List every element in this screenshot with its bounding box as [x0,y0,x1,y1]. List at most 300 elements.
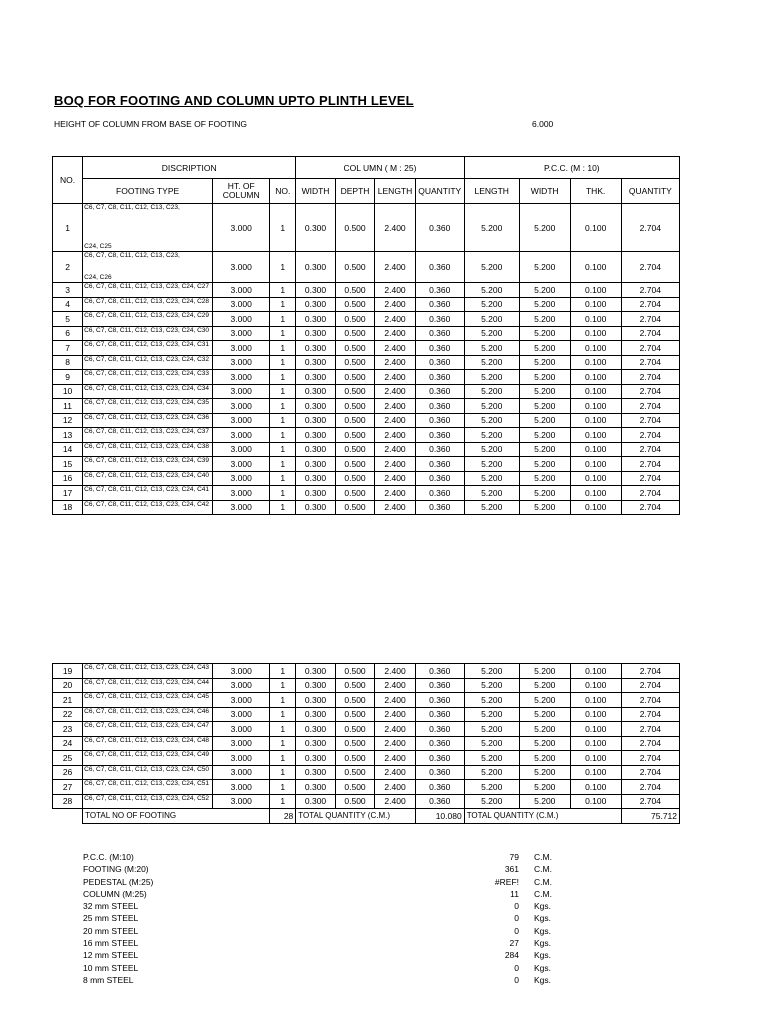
row-length: 2.400 [375,486,416,501]
row-width: 0.300 [296,486,336,501]
row-pcc-quantity: 2.704 [621,693,679,708]
row-quantity: 0.360 [415,283,464,298]
row-footing-type: C6, C7, C8, C11, C12, C13, C23, C24, C41 [83,486,213,501]
row-thk: 0.100 [570,341,621,356]
row-pcc-quantity: 2.704 [621,765,679,780]
row-depth: 0.500 [335,204,375,252]
row-no: 9 [53,370,83,385]
row-thk: 0.100 [570,664,621,679]
row-quantity: 0.360 [415,252,464,283]
header-depth: DEPTH [335,179,375,204]
header-no-count: NO. [270,179,296,204]
summary-label: 10 mm STEEL [83,962,139,973]
row-footing-type: C6, C7, C8, C11, C12, C13, C23, C24, C39 [83,457,213,472]
row-width: 0.300 [296,471,336,486]
row-no: 28 [53,794,83,809]
row-no: 17 [53,486,83,501]
row-pcc-width: 5.200 [519,794,570,809]
row-length: 2.400 [375,428,416,443]
row-pcc-quantity: 2.704 [621,780,679,795]
row-thk: 0.100 [570,500,621,515]
row-width: 0.300 [296,765,336,780]
row-quantity: 0.360 [415,794,464,809]
table-row [53,765,680,780]
row-count: 1 [270,693,296,708]
table-row [53,457,680,472]
row-pcc-quantity: 2.704 [621,341,679,356]
row-pcc-width: 5.200 [519,297,570,312]
row-depth: 0.500 [335,707,375,722]
row-pcc-width: 5.200 [519,736,570,751]
row-ht-of-column: 3.000 [213,678,270,693]
row-pcc-quantity: 2.704 [621,384,679,399]
row-quantity: 0.360 [415,204,464,252]
row-pcc-width: 5.200 [519,664,570,679]
row-depth: 0.500 [335,780,375,795]
row-thk: 0.100 [570,297,621,312]
row-thk: 0.100 [570,693,621,708]
row-length: 2.400 [375,326,416,341]
row-depth: 0.500 [335,486,375,501]
row-width: 0.300 [296,413,336,428]
row-thk: 0.100 [570,413,621,428]
row-depth: 0.500 [335,341,375,356]
row-pcc-length: 5.200 [464,664,519,679]
row-length: 2.400 [375,736,416,751]
row-depth: 0.500 [335,765,375,780]
row-pcc-length: 5.200 [464,707,519,722]
row-pcc-quantity: 2.704 [621,399,679,414]
row-length: 2.400 [375,283,416,298]
row-pcc-width: 5.200 [519,370,570,385]
table-row [53,664,680,679]
table-row [53,678,680,693]
row-ht-of-column: 3.000 [213,283,270,298]
row-quantity: 0.360 [415,765,464,780]
row-no: 20 [53,678,83,693]
row-pcc-width: 5.200 [519,500,570,515]
row-footing-type: C6, C7, C8, C11, C12, C13, C23, C24, C27 [83,283,213,298]
row-thk: 0.100 [570,312,621,327]
row-no: 21 [53,693,83,708]
row-count: 1 [270,442,296,457]
row-quantity: 0.360 [415,707,464,722]
row-pcc-length: 5.200 [464,399,519,414]
row-no: 6 [53,326,83,341]
row-pcc-length: 5.200 [464,678,519,693]
row-depth: 0.500 [335,312,375,327]
row-length: 2.400 [375,252,416,283]
header-ht-of-column: HT. OF COLUMN [213,179,270,204]
header-no: NO. [53,157,83,204]
row-no: 25 [53,751,83,766]
table-row [53,780,680,795]
row-pcc-quantity: 2.704 [621,442,679,457]
row-count: 1 [270,283,296,298]
row-footing-type-line2: C24, C25 [84,243,112,250]
row-pcc-width: 5.200 [519,693,570,708]
row-footing-type: C6, C7, C8, C11, C12, C13, C23, C24, C43 [83,664,213,679]
row-quantity: 0.360 [415,370,464,385]
row-ht-of-column: 3.000 [213,736,270,751]
row-pcc-quantity: 2.704 [621,736,679,751]
row-pcc-width: 5.200 [519,471,570,486]
row-no: 19 [53,664,83,679]
row-pcc-width: 5.200 [519,442,570,457]
row-thk: 0.100 [570,471,621,486]
row-ht-of-column: 3.000 [213,428,270,443]
row-width: 0.300 [296,707,336,722]
row-footing-type: C6, C7, C8, C11, C12, C13, C23, C24, C28 [83,297,213,312]
row-length: 2.400 [375,471,416,486]
row-thk: 0.100 [570,252,621,283]
row-depth: 0.500 [335,413,375,428]
row-pcc-length: 5.200 [464,326,519,341]
row-width: 0.300 [296,312,336,327]
summary-label: 12 mm STEEL [83,950,139,961]
row-no: 1 [53,204,83,252]
row-ht-of-column: 3.000 [213,780,270,795]
row-quantity: 0.360 [415,486,464,501]
row-pcc-length: 5.200 [464,471,519,486]
row-depth: 0.500 [335,693,375,708]
row-pcc-width: 5.200 [519,765,570,780]
summary-unit: C.M. [534,876,552,887]
row-count: 1 [270,457,296,472]
row-count: 1 [270,780,296,795]
row-footing-type: C6, C7, C8, C11, C12, C13, C23, C24, C35 [83,399,213,414]
row-footing-type: C6, C7, C8, C11, C12, C13, C23, C24, C31 [83,341,213,356]
total-column-label: TOTAL QUANTITY (C.M.) [296,809,416,824]
row-ht-of-column: 3.000 [213,471,270,486]
row-thk: 0.100 [570,722,621,737]
row-pcc-length: 5.200 [464,312,519,327]
row-pcc-width: 5.200 [519,355,570,370]
summary-unit: C.M. [534,852,552,862]
row-thk: 0.100 [570,370,621,385]
row-footing-type: C6, C7, C8, C11, C12, C13, C23, C24, C50 [83,765,213,780]
table-row [53,500,680,515]
row-no: 8 [53,355,83,370]
summary-label: 16 mm STEEL [83,938,139,949]
row-pcc-length: 5.200 [464,736,519,751]
row-width: 0.300 [296,780,336,795]
row-pcc-width: 5.200 [519,384,570,399]
summary-value: 0 [514,913,519,924]
row-pcc-width: 5.200 [519,312,570,327]
summary-label: COLUMN (M:25) [83,888,147,899]
row-pcc-width: 5.200 [519,428,570,443]
row-width: 0.300 [296,664,336,679]
table-row [53,442,680,457]
table-row [53,341,680,356]
row-depth: 0.500 [335,722,375,737]
row-width: 0.300 [296,326,336,341]
row-width: 0.300 [296,457,336,472]
row-footing-type: C6, C7, C8, C11, C12, C13, C23, C24, C37 [83,428,213,443]
table-row [53,794,680,809]
summary-label: 32 mm STEEL [83,901,139,912]
row-pcc-width: 5.200 [519,722,570,737]
row-count: 1 [270,341,296,356]
row-pcc-quantity: 2.704 [621,312,679,327]
table-row [53,355,680,370]
summary-value: 79 [509,852,519,862]
table-row [53,384,680,399]
row-ht-of-column: 3.000 [213,486,270,501]
row-no: 5 [53,312,83,327]
row-width: 0.300 [296,252,336,283]
row-depth: 0.500 [335,283,375,298]
row-footing-type: C6, C7, C8, C11, C12, C13, C23, C24, C48 [83,736,213,751]
row-pcc-width: 5.200 [519,283,570,298]
header-pcc-length: LENGTH [464,179,519,204]
height-value: 6.000 [532,119,554,129]
row-length: 2.400 [375,355,416,370]
row-depth: 0.500 [335,399,375,414]
boq-table-page1 [52,156,680,515]
row-pcc-length: 5.200 [464,457,519,472]
row-footing-type: C6, C7, C8, C11, C12, C13, C23, C24, C47 [83,722,213,737]
row-pcc-length: 5.200 [464,751,519,766]
row-quantity: 0.360 [415,413,464,428]
row-count: 1 [270,297,296,312]
row-ht-of-column: 3.000 [213,751,270,766]
row-thk: 0.100 [570,428,621,443]
row-depth: 0.500 [335,428,375,443]
row-footing-type-line2: C24, C26 [84,274,112,281]
row-ht-of-column: 3.000 [213,722,270,737]
row-length: 2.400 [375,297,416,312]
row-no: 16 [53,471,83,486]
row-width: 0.300 [296,500,336,515]
summary-unit: Kgs. [534,913,552,924]
row-thk: 0.100 [570,751,621,766]
row-width: 0.300 [296,678,336,693]
summary-value: 284 [504,950,519,961]
row-count: 1 [270,794,296,809]
row-no: 4 [53,297,83,312]
row-count: 1 [270,370,296,385]
row-thk: 0.100 [570,326,621,341]
header-footing-type: FOOTING TYPE [83,179,213,204]
row-pcc-quantity: 2.704 [621,283,679,298]
row-ht-of-column: 3.000 [213,326,270,341]
row-count: 1 [270,664,296,679]
row-pcc-quantity: 2.704 [621,204,679,252]
row-footing-type: C6, C7, C8, C11, C12, C13, C23, C24, C51 [83,780,213,795]
summary-label: 20 mm STEEL [83,925,139,936]
row-no: 7 [53,341,83,356]
row-footing-type: C6, C7, C8, C11, C12, C13, C23, C24, C46 [83,707,213,722]
header-thk: THK. [570,179,621,204]
row-width: 0.300 [296,693,336,708]
row-width: 0.300 [296,751,336,766]
row-thk: 0.100 [570,486,621,501]
row-thk: 0.100 [570,399,621,414]
summary-unit: C.M. [534,888,552,899]
row-no: 26 [53,765,83,780]
summary-unit: Kgs. [534,962,552,973]
row-footing-type: C6, C7, C8, C11, C12, C13, C23, C24, C42 [83,500,213,515]
row-pcc-width: 5.200 [519,457,570,472]
row-no: 10 [53,384,83,399]
row-footing-type-line1: C6, C7, C8, C11, C12, C13, C23, [84,204,180,211]
row-length: 2.400 [375,312,416,327]
row-width: 0.300 [296,722,336,737]
summary-value: 0 [514,974,519,985]
row-ht-of-column: 3.000 [213,297,270,312]
row-pcc-quantity: 2.704 [621,500,679,515]
summary-value: #REF! [494,876,519,887]
row-quantity: 0.360 [415,678,464,693]
row-length: 2.400 [375,399,416,414]
row-no: 12 [53,413,83,428]
header-pcc-quantity: QUANTITY [621,179,679,204]
row-count: 1 [270,428,296,443]
table-row [53,722,680,737]
header-pcc-group: P.C.C. (M : 10) [464,157,679,179]
row-width: 0.300 [296,442,336,457]
row-length: 2.400 [375,794,416,809]
row-ht-of-column: 3.000 [213,204,270,252]
row-length: 2.400 [375,780,416,795]
summary-value: 0 [514,962,519,973]
row-pcc-width: 5.200 [519,707,570,722]
row-width: 0.300 [296,794,336,809]
summary-value: 11 [510,888,519,899]
row-depth: 0.500 [335,457,375,472]
row-quantity: 0.360 [415,500,464,515]
row-thk: 0.100 [570,707,621,722]
row-quantity: 0.360 [415,297,464,312]
total-footing-count: 28 [270,809,296,824]
row-thk: 0.100 [570,355,621,370]
row-quantity: 0.360 [415,693,464,708]
row-depth: 0.500 [335,355,375,370]
summary-value: 0 [514,901,519,912]
summary-value: 27 [509,938,519,949]
row-quantity: 0.360 [415,326,464,341]
row-length: 2.400 [375,500,416,515]
row-width: 0.300 [296,355,336,370]
row-thk: 0.100 [570,678,621,693]
row-ht-of-column: 3.000 [213,312,270,327]
height-label: HEIGHT OF COLUMN FROM BASE OF FOOTING [54,119,247,129]
summary-unit: Kgs. [534,901,552,912]
row-thk: 0.100 [570,442,621,457]
boq-table-page2 [52,663,680,824]
row-no: 14 [53,442,83,457]
row-length: 2.400 [375,678,416,693]
row-width: 0.300 [296,297,336,312]
table-row [53,297,680,312]
row-footing-type: C6, C7, C8, C11, C12, C13, C23, C24, C45 [83,693,213,708]
row-quantity: 0.360 [415,384,464,399]
row-pcc-length: 5.200 [464,355,519,370]
row-quantity: 0.360 [415,664,464,679]
table-row [53,399,680,414]
totals-row [53,809,680,824]
row-ht-of-column: 3.000 [213,399,270,414]
row-pcc-length: 5.200 [464,442,519,457]
row-depth: 0.500 [335,500,375,515]
row-length: 2.400 [375,751,416,766]
row-quantity: 0.360 [415,471,464,486]
row-count: 1 [270,204,296,252]
row-quantity: 0.360 [415,457,464,472]
row-count: 1 [270,500,296,515]
row-ht-of-column: 3.000 [213,707,270,722]
row-width: 0.300 [296,204,336,252]
row-depth: 0.500 [335,326,375,341]
row-pcc-length: 5.200 [464,283,519,298]
row-pcc-quantity: 2.704 [621,355,679,370]
table-row [53,693,680,708]
total-pcc-qty: 75.712 [621,809,679,824]
summary-label: FOOTING (M:20) [83,864,149,875]
row-pcc-quantity: 2.704 [621,370,679,385]
row-thk: 0.100 [570,283,621,298]
row-length: 2.400 [375,457,416,472]
row-count: 1 [270,736,296,751]
row-depth: 0.500 [335,794,375,809]
row-count: 1 [270,707,296,722]
row-pcc-quantity: 2.704 [621,252,679,283]
row-pcc-length: 5.200 [464,413,519,428]
row-quantity: 0.360 [415,736,464,751]
table-row [53,204,680,252]
summary-label: 8 mm STEEL [83,974,134,985]
row-depth: 0.500 [335,471,375,486]
row-thk: 0.100 [570,765,621,780]
row-count: 1 [270,413,296,428]
summary-unit: Kgs. [534,950,552,961]
table-row [53,736,680,751]
row-depth: 0.500 [335,297,375,312]
row-pcc-width: 5.200 [519,341,570,356]
row-depth: 0.500 [335,736,375,751]
row-pcc-quantity: 2.704 [621,471,679,486]
row-count: 1 [270,722,296,737]
row-length: 2.400 [375,341,416,356]
row-thk: 0.100 [570,457,621,472]
row-footing-type: C6, C7, C8, C11, C12, C13, C23, C24, C32 [83,355,213,370]
row-pcc-quantity: 2.704 [621,486,679,501]
row-count: 1 [270,252,296,283]
header-quantity: QUANTITY [415,179,464,204]
total-column-qty: 10.080 [415,809,464,824]
row-ht-of-column: 3.000 [213,794,270,809]
row-count: 1 [270,384,296,399]
row-no: 18 [53,500,83,515]
row-pcc-length: 5.200 [464,500,519,515]
row-depth: 0.500 [335,751,375,766]
summary-label: P.C.C. (M:10) [83,852,134,862]
row-ht-of-column: 3.000 [213,413,270,428]
row-ht-of-column: 3.000 [213,457,270,472]
row-pcc-length: 5.200 [464,252,519,283]
row-count: 1 [270,312,296,327]
header-discription: DISCRIPTION [83,157,296,179]
table-row [53,252,680,283]
row-thk: 0.100 [570,780,621,795]
row-ht-of-column: 3.000 [213,341,270,356]
row-pcc-width: 5.200 [519,780,570,795]
document-title: BOQ FOR FOOTING AND COLUMN UPTO PLINTH LEVEL [54,93,414,108]
row-quantity: 0.360 [415,722,464,737]
row-width: 0.300 [296,341,336,356]
